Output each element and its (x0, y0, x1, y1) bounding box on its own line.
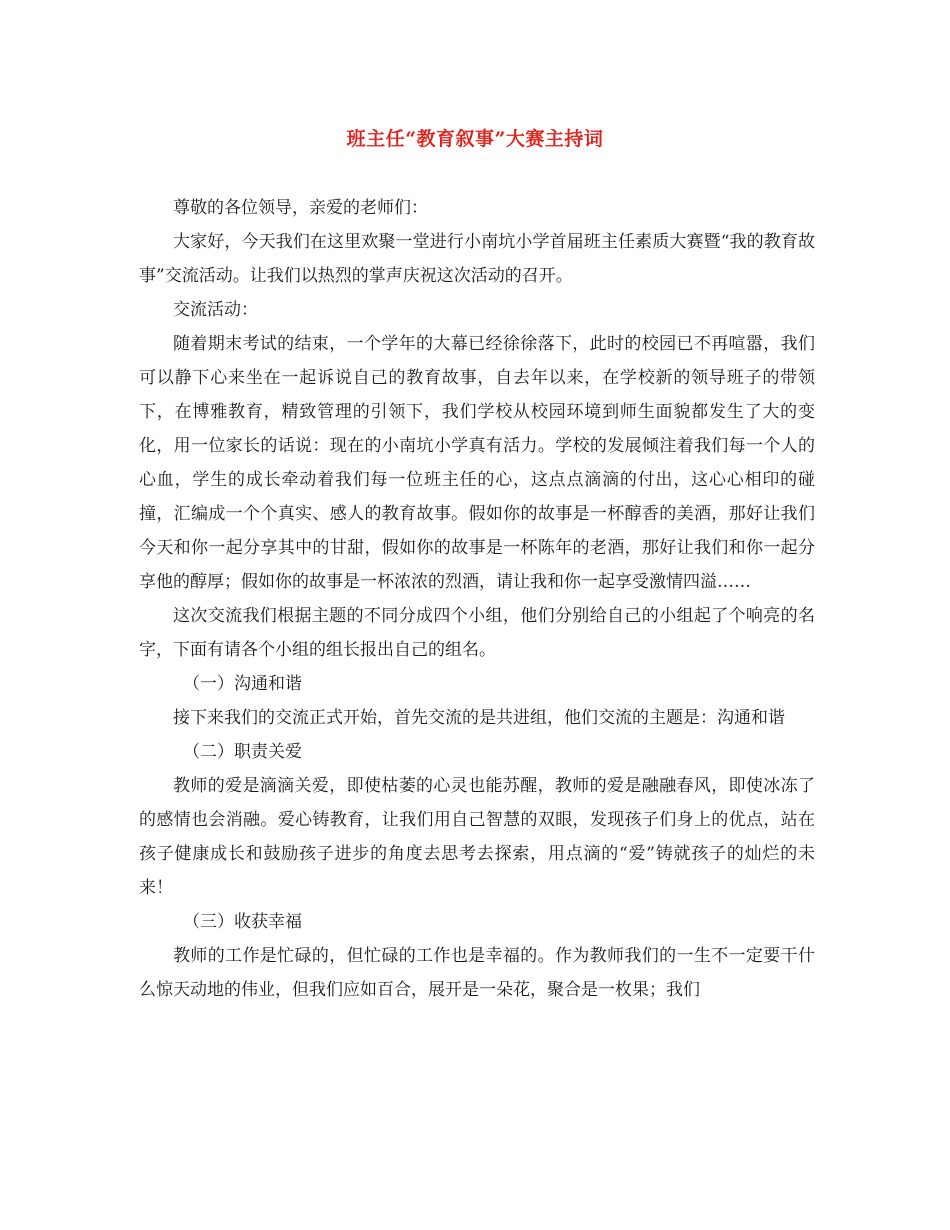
paragraph: 教师的爱是滴滴关爱，即使枯萎的心灵也能苏醒，教师的爱是融融春风，即使冰冻了的感情也会消融。爱心铸教育，让我们用自己智慧的双眼，发现孩子们身上的优点，站在孩子健康成长和鼓励孩子进步的角度去思考去探索，用点滴的“爱”铸就孩子的灿烂的未来！ (139, 776, 815, 898)
section-heading: （一）沟通和谐 (183, 674, 302, 694)
section-heading: （二）职责关爱 (183, 742, 302, 762)
document-body (139, 191, 815, 1007)
paragraph: 尊敬的各位领导，亲爱的老师们： (173, 198, 428, 218)
section-heading: （三）收获幸福 (183, 912, 302, 932)
document-title: 班主任“教育叙事”大赛主持词 (346, 128, 604, 150)
paragraph: 交流活动： (173, 300, 258, 320)
paragraph: 大家好，今天我们在这里欢聚一堂进行小南坑小学首届班主任素质大赛暨“我的教育故事”交流活动。让我们以热烈的掌声庆祝这次活动的召开。 (139, 232, 815, 286)
paragraph: 这次交流我们根据主题的不同分成四个小组，他们分别给自己的小组起了个响亮的名字，下面有请各个小组的组长报出自己的组名。 (139, 606, 815, 660)
paragraph: 随着期末考试的结束，一个学年的大幕已经徐徐落下，此时的校园已不再喧嚣，我们可以静下心来坐在一起诉说自己的教育故事，自去年以来，在学校新的领导班子的带领下，在博雅教育，精致管理的引领下，我们学校从校园环境到师生面貌都发生了大的变化，用一位家长的话说：现在的小南坑小学真有活力。学校的发展倾注着我们每一个人的心血，学生的成长牵动着我们每一位班主任的心，这点点滴滴的付出，这心心相印的碰撞，汇编成一个个真实、感人的教育故事。假如你的故事是一杯醇香的美酒，那好让我们今天和你一起分享其中的甘甜，假如你的故事是一杯陈年的老酒，那好让我们和你一起分享他的醇厚；假如你的故事是一杯浓浓的烈酒，请让我和你一起享受激情四溢…… (139, 334, 815, 592)
paragraph: 接下来我们的交流正式开始，首先交流的是共进组，他们交流的主题是：沟通和谐 (173, 708, 785, 728)
paragraph: 教师的工作是忙碌的，但忙碌的工作也是幸福的。作为教师我们的一生不一定要干什么惊天动地的伟业，但我们应如百合，展开是一朵花，聚合是一枚果；我们 (139, 946, 815, 1000)
